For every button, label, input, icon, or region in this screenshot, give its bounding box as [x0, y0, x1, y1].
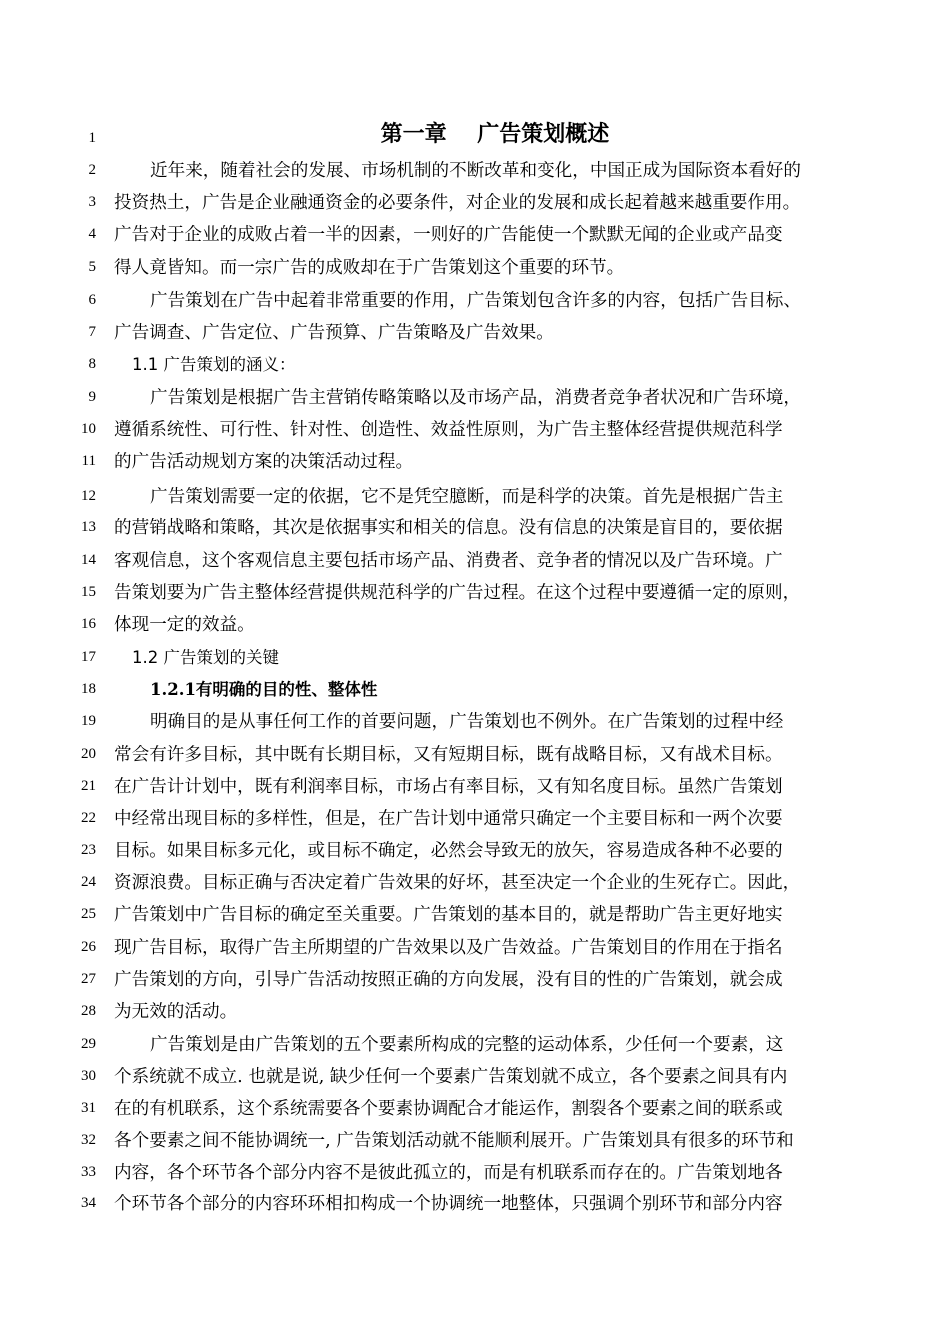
line-number: 21 [81, 778, 96, 794]
document-line [0, 1125, 950, 1157]
line-number: 22 [81, 810, 96, 826]
document-line [0, 609, 950, 641]
paragraph-line: 体现一定的效益。 [114, 615, 255, 635]
document-line [0, 1093, 950, 1125]
line-number: 18 [81, 681, 96, 697]
document-line [0, 252, 950, 284]
line-number: 33 [81, 1164, 96, 1180]
paragraph-line: 遵循系统性、可行性、针对性、创造性、效益性原则，为广告主整体经营提供规范科学 [114, 420, 783, 440]
line-number: 15 [81, 584, 96, 600]
line-number: 5 [88, 259, 96, 275]
paragraph-line: 告策划要为广告主整体经营提供规范科学的广告过程。在这个过程中要遵循一定的原则， [114, 583, 801, 603]
paragraph-line: 资源浪费。目标正确与否决定着广告效果的好坏，甚至决定一个企业的生死存亡。因此， [114, 873, 801, 893]
paragraph-line: 常会有许多目标，其中既有长期目标，又有短期目标，既有战略目标，又有战术目标。 [114, 745, 783, 765]
document-line [0, 996, 950, 1028]
document-line [0, 771, 950, 803]
paragraph-line: 广告调查、广告定位、广告预算、广告策略及广告效果。 [114, 323, 554, 343]
document-line [0, 706, 950, 738]
document-line [0, 123, 950, 155]
line-number: 1 [88, 130, 96, 146]
document-line [0, 803, 950, 835]
document-line [0, 219, 950, 251]
document-line [0, 155, 950, 187]
document-line [0, 317, 950, 349]
line-number: 26 [81, 939, 96, 955]
line-number: 12 [81, 488, 96, 504]
line-number: 29 [81, 1036, 96, 1052]
line-number: 20 [81, 746, 96, 762]
paragraph-line: 明确目的是从事任何工作的首要问题，广告策划也不例外。在广告策划的过程中经 [150, 712, 784, 732]
document-line [0, 446, 950, 478]
line-number: 11 [81, 453, 96, 469]
document-line [0, 512, 950, 544]
document-line [0, 382, 950, 414]
section-heading: 1.1 广告策划的涵义： [132, 355, 296, 374]
paragraph-line: 个系统就不成立. 也就是说, 缺少任何一个要素广告策划就不成立，各个要素之间具有内 [114, 1067, 788, 1087]
line-number: 6 [88, 292, 96, 308]
line-number: 4 [88, 226, 96, 242]
subsection-heading: 1.2.1有明确的目的性、整体性 [150, 680, 378, 699]
line-number: 9 [88, 389, 96, 405]
line-number: 19 [81, 713, 96, 729]
paragraph-line: 目标。如果目标多元化，或目标不确定，必然会导致无的放矢，容易造成各种不必要的 [114, 841, 783, 861]
document-line [0, 739, 950, 771]
document-line [0, 642, 950, 674]
line-number: 14 [81, 552, 96, 568]
line-number: 31 [81, 1100, 96, 1116]
paragraph-line: 在广告计计划中，既有利润率目标，市场占有率目标，又有知名度目标。虽然广告策划 [114, 777, 783, 797]
paragraph-line: 个环节各个部分的内容环环相扣构成一个协调统一地整体，只强调个别环节和部分内容 [114, 1194, 783, 1214]
document-line [0, 1061, 950, 1093]
paragraph-line: 广告策划需要一定的依据，它不是凭空臆断，而是科学的决策。首先是根据广告主 [150, 487, 784, 507]
paragraph-line: 投资热土，广告是企业融通资金的必要条件，对企业的发展和成长起着越来越重要作用。 [114, 193, 801, 213]
document-line [0, 674, 950, 706]
line-number: 23 [81, 842, 96, 858]
line-number: 8 [88, 356, 96, 372]
paragraph-line: 各个要素之间不能协调统一, 广告策划活动就不能顺利展开。广告策划具有很多的环节和 [114, 1131, 794, 1151]
paragraph-line: 广告策划在广告中起着非常重要的作用，广告策划包含许多的内容，包括广告目标、 [150, 291, 801, 311]
document-line [0, 1029, 950, 1061]
paragraph-line: 广告策划中广告目标的确定至关重要。广告策划的基本目的，就是帮助广告主更好地实 [114, 905, 783, 925]
line-number: 32 [81, 1132, 96, 1148]
line-number: 10 [81, 421, 96, 437]
document-line [0, 835, 950, 867]
document-line [0, 899, 950, 931]
line-number: 16 [81, 616, 96, 632]
line-number: 25 [81, 906, 96, 922]
paragraph-line: 广告策划的方向，引导广告活动按照正确的方向发展，没有目的性的广告策划，就会成 [114, 970, 783, 990]
paragraph-line: 近年来，随着社会的发展、市场机制的不断改革和变化，中国正成为国际资本看好的 [150, 161, 801, 181]
line-number: 28 [81, 1003, 96, 1019]
line-number: 17 [81, 649, 96, 665]
document-line [0, 187, 950, 219]
paragraph-line: 内容，各个环节各个部分内容不是彼此孤立的，而是有机联系而存在的。广告策划地各 [114, 1163, 783, 1183]
paragraph-line: 广告对于企业的成败占着一半的因素，一则好的广告能使一个默默无闻的企业或产品变 [114, 225, 783, 245]
paragraph-line: 的营销战略和策略，其次是依据事实和相关的信息。没有信息的决策是盲目的，要依据 [114, 518, 783, 538]
paragraph-line: 广告策划是由广告策划的五个要素所构成的完整的运动体系，少任何一个要素，这 [150, 1035, 784, 1055]
paragraph-line: 中经常出现目标的多样性，但是，在广告计划中通常只确定一个主要目标和一两个次要 [114, 809, 783, 829]
document-line [0, 414, 950, 446]
chapter-title: 第一章 广告策划概述 [380, 121, 610, 147]
paragraph-line: 广告策划是根据广告主营销传略策略以及市场产品，消费者竞争者状况和广告环境， [150, 388, 801, 408]
document-line [0, 481, 950, 513]
document-line [0, 577, 950, 609]
document-line [0, 1188, 950, 1220]
document-line [0, 932, 950, 964]
document-line [0, 545, 950, 577]
line-number: 2 [88, 162, 96, 178]
document-line [0, 964, 950, 996]
paragraph-line: 现广告目标，取得广告主所期望的广告效果以及广告效益。广告策划目的作用在于指名 [114, 938, 783, 958]
line-number: 24 [81, 874, 96, 890]
line-number: 7 [88, 324, 96, 340]
document-line [0, 285, 950, 317]
paragraph-line: 的广告活动规划方案的决策活动过程。 [114, 452, 414, 472]
line-number: 3 [88, 194, 96, 210]
document-line [0, 867, 950, 899]
paragraph-line: 得人竟皆知。而一宗广告的成败却在于广告策划这个重要的环节。 [114, 258, 625, 278]
section-heading: 1.2 广告策划的关键 [132, 648, 279, 667]
line-number: 30 [81, 1068, 96, 1084]
line-number: 34 [81, 1195, 96, 1211]
document-line [0, 349, 950, 381]
paragraph-line: 在的有机联系，这个系统需要各个要素协调配合才能运作，割裂各个要素之间的联系或 [114, 1099, 783, 1119]
paragraph-line: 为无效的活动。 [114, 1002, 238, 1022]
paragraph-line: 客观信息，这个客观信息主要包括市场产品、消费者、竞争者的情况以及广告环境。广 [114, 551, 783, 571]
document-line [0, 1157, 950, 1189]
line-number: 13 [81, 519, 96, 535]
line-number: 27 [81, 971, 96, 987]
